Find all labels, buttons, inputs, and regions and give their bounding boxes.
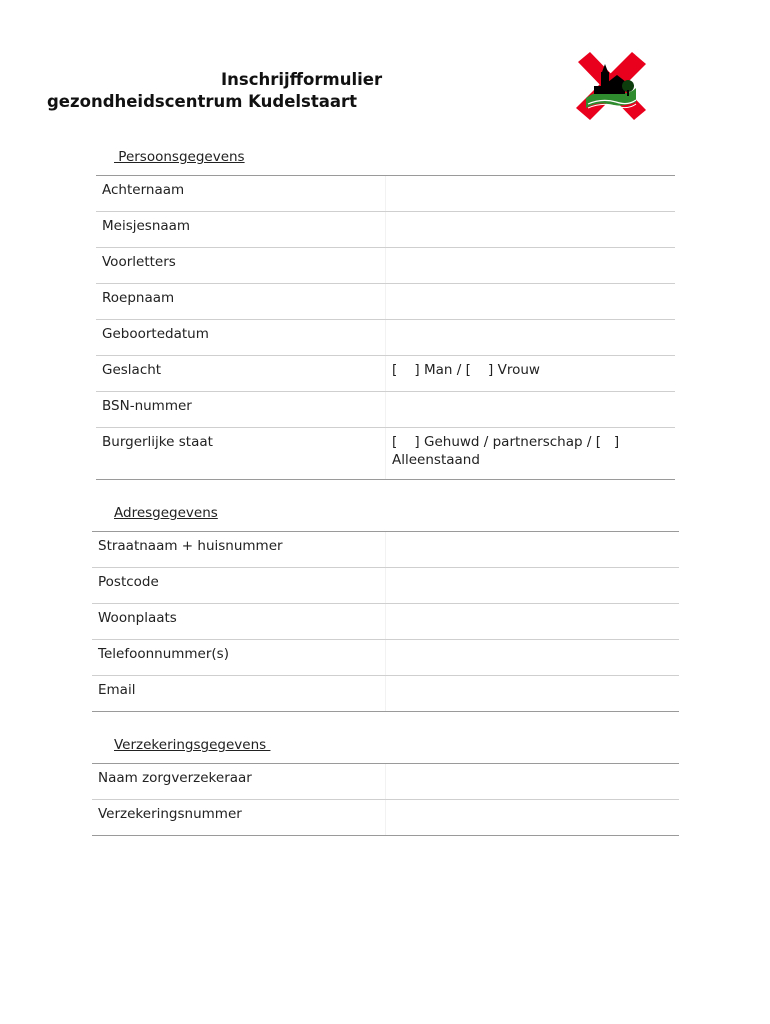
policy-number-field[interactable]	[386, 800, 680, 836]
field-label: Straatnaam + huisnummer	[92, 532, 386, 568]
table-row	[96, 320, 675, 356]
field-label: Geboortedatum	[96, 320, 386, 356]
table-row	[96, 212, 675, 248]
insurance-section-heading: Verzekeringsgegevens	[114, 737, 271, 753]
field-label: Telefoonnummer(s)	[92, 640, 386, 676]
field-label: Meisjesnaam	[96, 212, 386, 248]
table-row	[92, 764, 679, 800]
field-label: BSN-nummer	[96, 392, 386, 428]
kudelstaart-cross-church-logo-icon	[572, 52, 650, 122]
first-name-field[interactable]	[386, 284, 676, 320]
table-row	[92, 640, 679, 676]
field-label: Roepnaam	[96, 284, 386, 320]
field-label: Email	[92, 676, 386, 712]
bsn-field[interactable]	[386, 392, 676, 428]
postcode-field[interactable]	[386, 568, 680, 604]
field-label: Verzekeringsnummer	[92, 800, 386, 836]
table-row	[96, 428, 675, 480]
field-label: Postcode	[92, 568, 386, 604]
table-row	[92, 568, 679, 604]
form-title: Inschrijfformulier	[221, 70, 383, 89]
address-data-table	[92, 531, 679, 712]
initials-field[interactable]	[386, 248, 676, 284]
organization-name: gezondheidscentrum Kudelstaart	[47, 92, 358, 111]
table-row	[96, 176, 675, 212]
gender-options[interactable]: [ ] Man / [ ] Vrouw	[386, 356, 676, 392]
street-field[interactable]	[386, 532, 680, 568]
email-field[interactable]	[386, 676, 680, 712]
table-row	[96, 284, 675, 320]
maiden-name-field[interactable]	[386, 212, 676, 248]
field-label: Woonplaats	[92, 604, 386, 640]
insurance-data-table	[92, 763, 679, 836]
address-section-heading: Adresgegevens	[114, 505, 218, 521]
surname-field[interactable]	[386, 176, 676, 212]
table-row	[92, 800, 679, 836]
personal-section-heading: Persoonsgegevens	[114, 149, 245, 165]
table-row	[92, 532, 679, 568]
table-row	[92, 676, 679, 712]
table-row	[96, 392, 675, 428]
table-row	[96, 356, 675, 392]
personal-data-table	[96, 175, 675, 480]
field-label: Achternaam	[96, 176, 386, 212]
phone-field[interactable]	[386, 640, 680, 676]
field-label: Burgerlijke staat	[96, 428, 386, 480]
field-label: Geslacht	[96, 356, 386, 392]
table-row	[92, 604, 679, 640]
city-field[interactable]	[386, 604, 680, 640]
table-row	[96, 248, 675, 284]
field-label: Voorletters	[96, 248, 386, 284]
birthdate-field[interactable]	[386, 320, 676, 356]
insurer-name-field[interactable]	[386, 764, 680, 800]
marital-status-options[interactable]: [ ] Gehuwd / partnerschap / [ ] Alleenstaand	[386, 428, 676, 480]
field-label: Naam zorgverzekeraar	[92, 764, 386, 800]
